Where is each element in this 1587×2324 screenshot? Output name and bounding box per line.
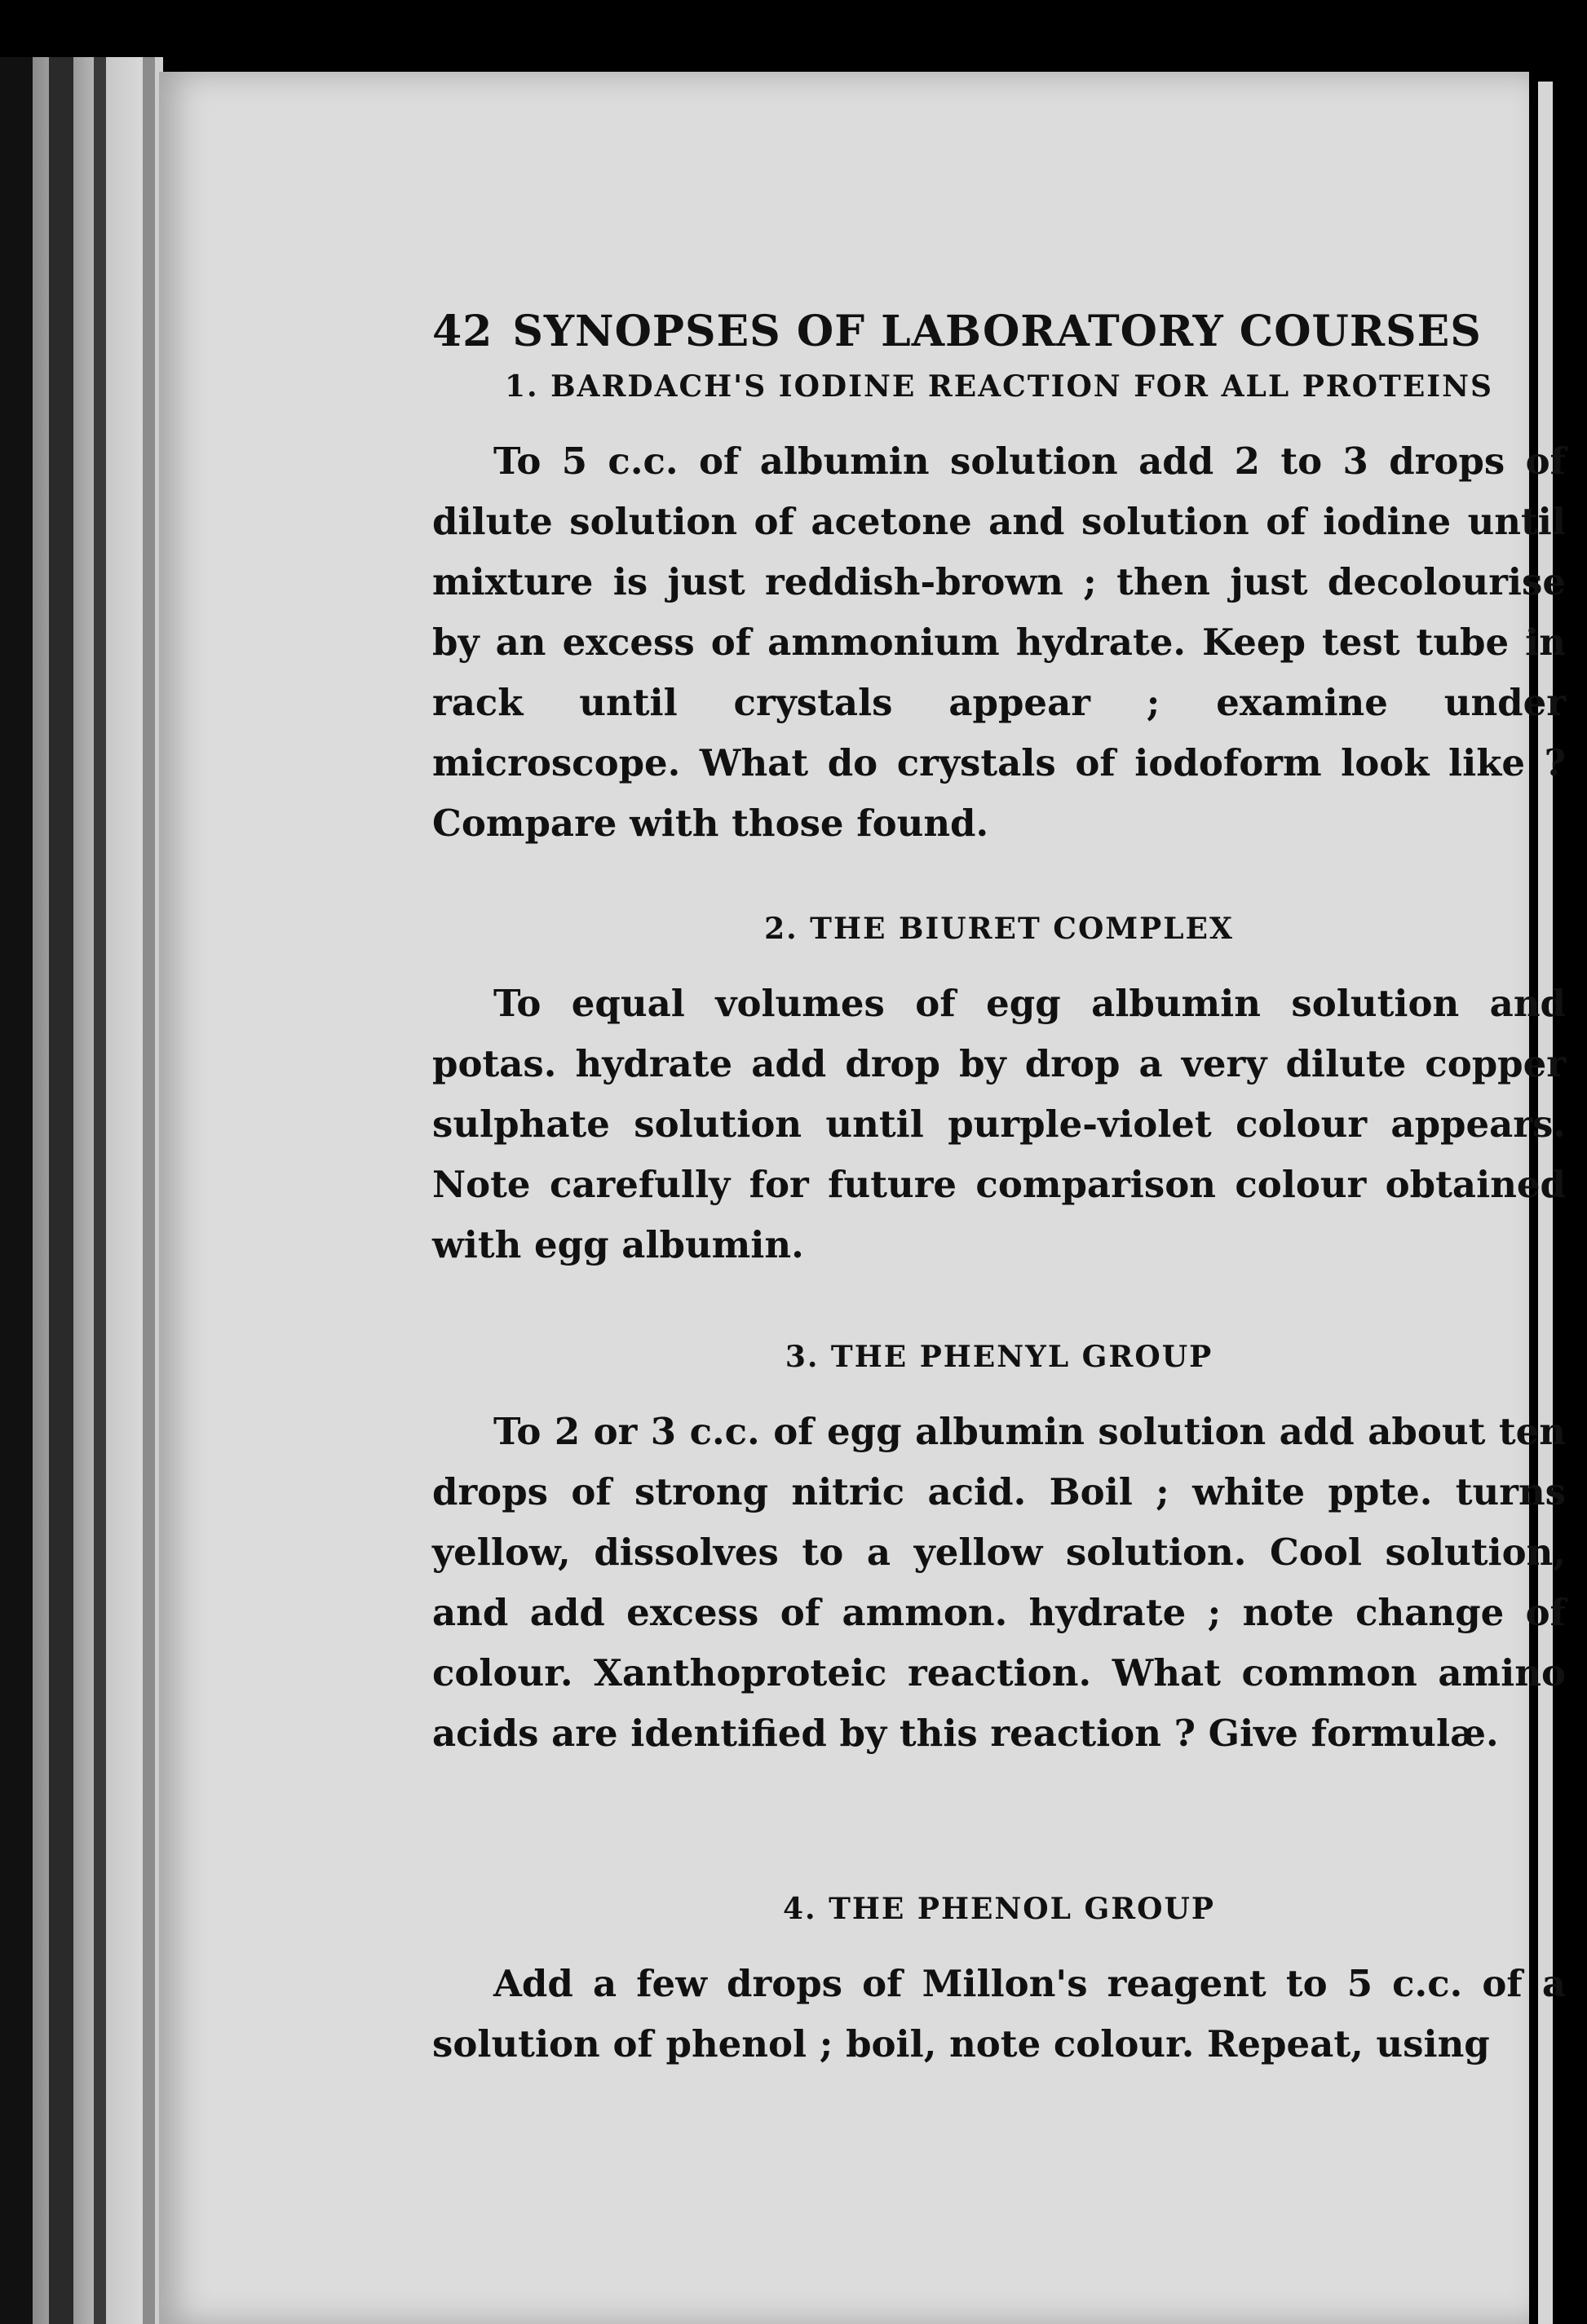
section-phenyl-group [432,1340,1566,1764]
section-heading: 4. THE PHENOL GROUP [782,1892,1215,1926]
running-title: SYNOPSES OF LABORATORY COURSES [512,307,1482,356]
page-number: 42 [432,307,493,356]
running-head [432,307,1566,356]
section-iodine-reaction [432,369,1566,854]
book-binding [0,57,163,2324]
section-heading: 3. THE PHENYL GROUP [785,1340,1213,1374]
section-body: To 5 c.c. of albumin solution add 2 to 3 drops of dilute solution of acetone and solution of iodine until mixture is just reddish-brown ; then just decolourise by an excess of ammonium hydrate. Keep test tube in rack until crystals appear ; examine under microscope. What do crystals of iodoform look like ? Compare with those found. [432,440,1566,845]
section-biuret-complex [432,912,1566,1275]
page-sheet [159,72,1566,2324]
section-body: To equal volumes of egg albumin solution and potas. hydrate add drop by drop a very dilute copper sulphate solution until purple-violet colour appears. Note carefully for future comparison colour obtained with egg albumin. [432,982,1566,1266]
section-heading: 1. BARDACH'S IODINE REACTION FOR ALL PROTEINS [504,369,1494,404]
section-body: Add a few drops of Millon's reagent to 5 c.c. of a solution of phenol ; boil, note colour. Repeat, using [432,1962,1566,2066]
section-body: To 2 or 3 c.c. of egg albumin solution add about ten drops of strong nitric acid. Boil ; white ppte. turns yellow, dissolves to a yellow solution. Cool solution, and add excess of ammon. hydrate ; note change of colour. Xanthoproteic reaction. What common amino acids are identified by this reaction ? Give formulæ. [432,1410,1566,1755]
section-heading: 2. THE BIURET COMPLEX [764,912,1234,946]
section-phenol-group [432,1892,1566,2074]
